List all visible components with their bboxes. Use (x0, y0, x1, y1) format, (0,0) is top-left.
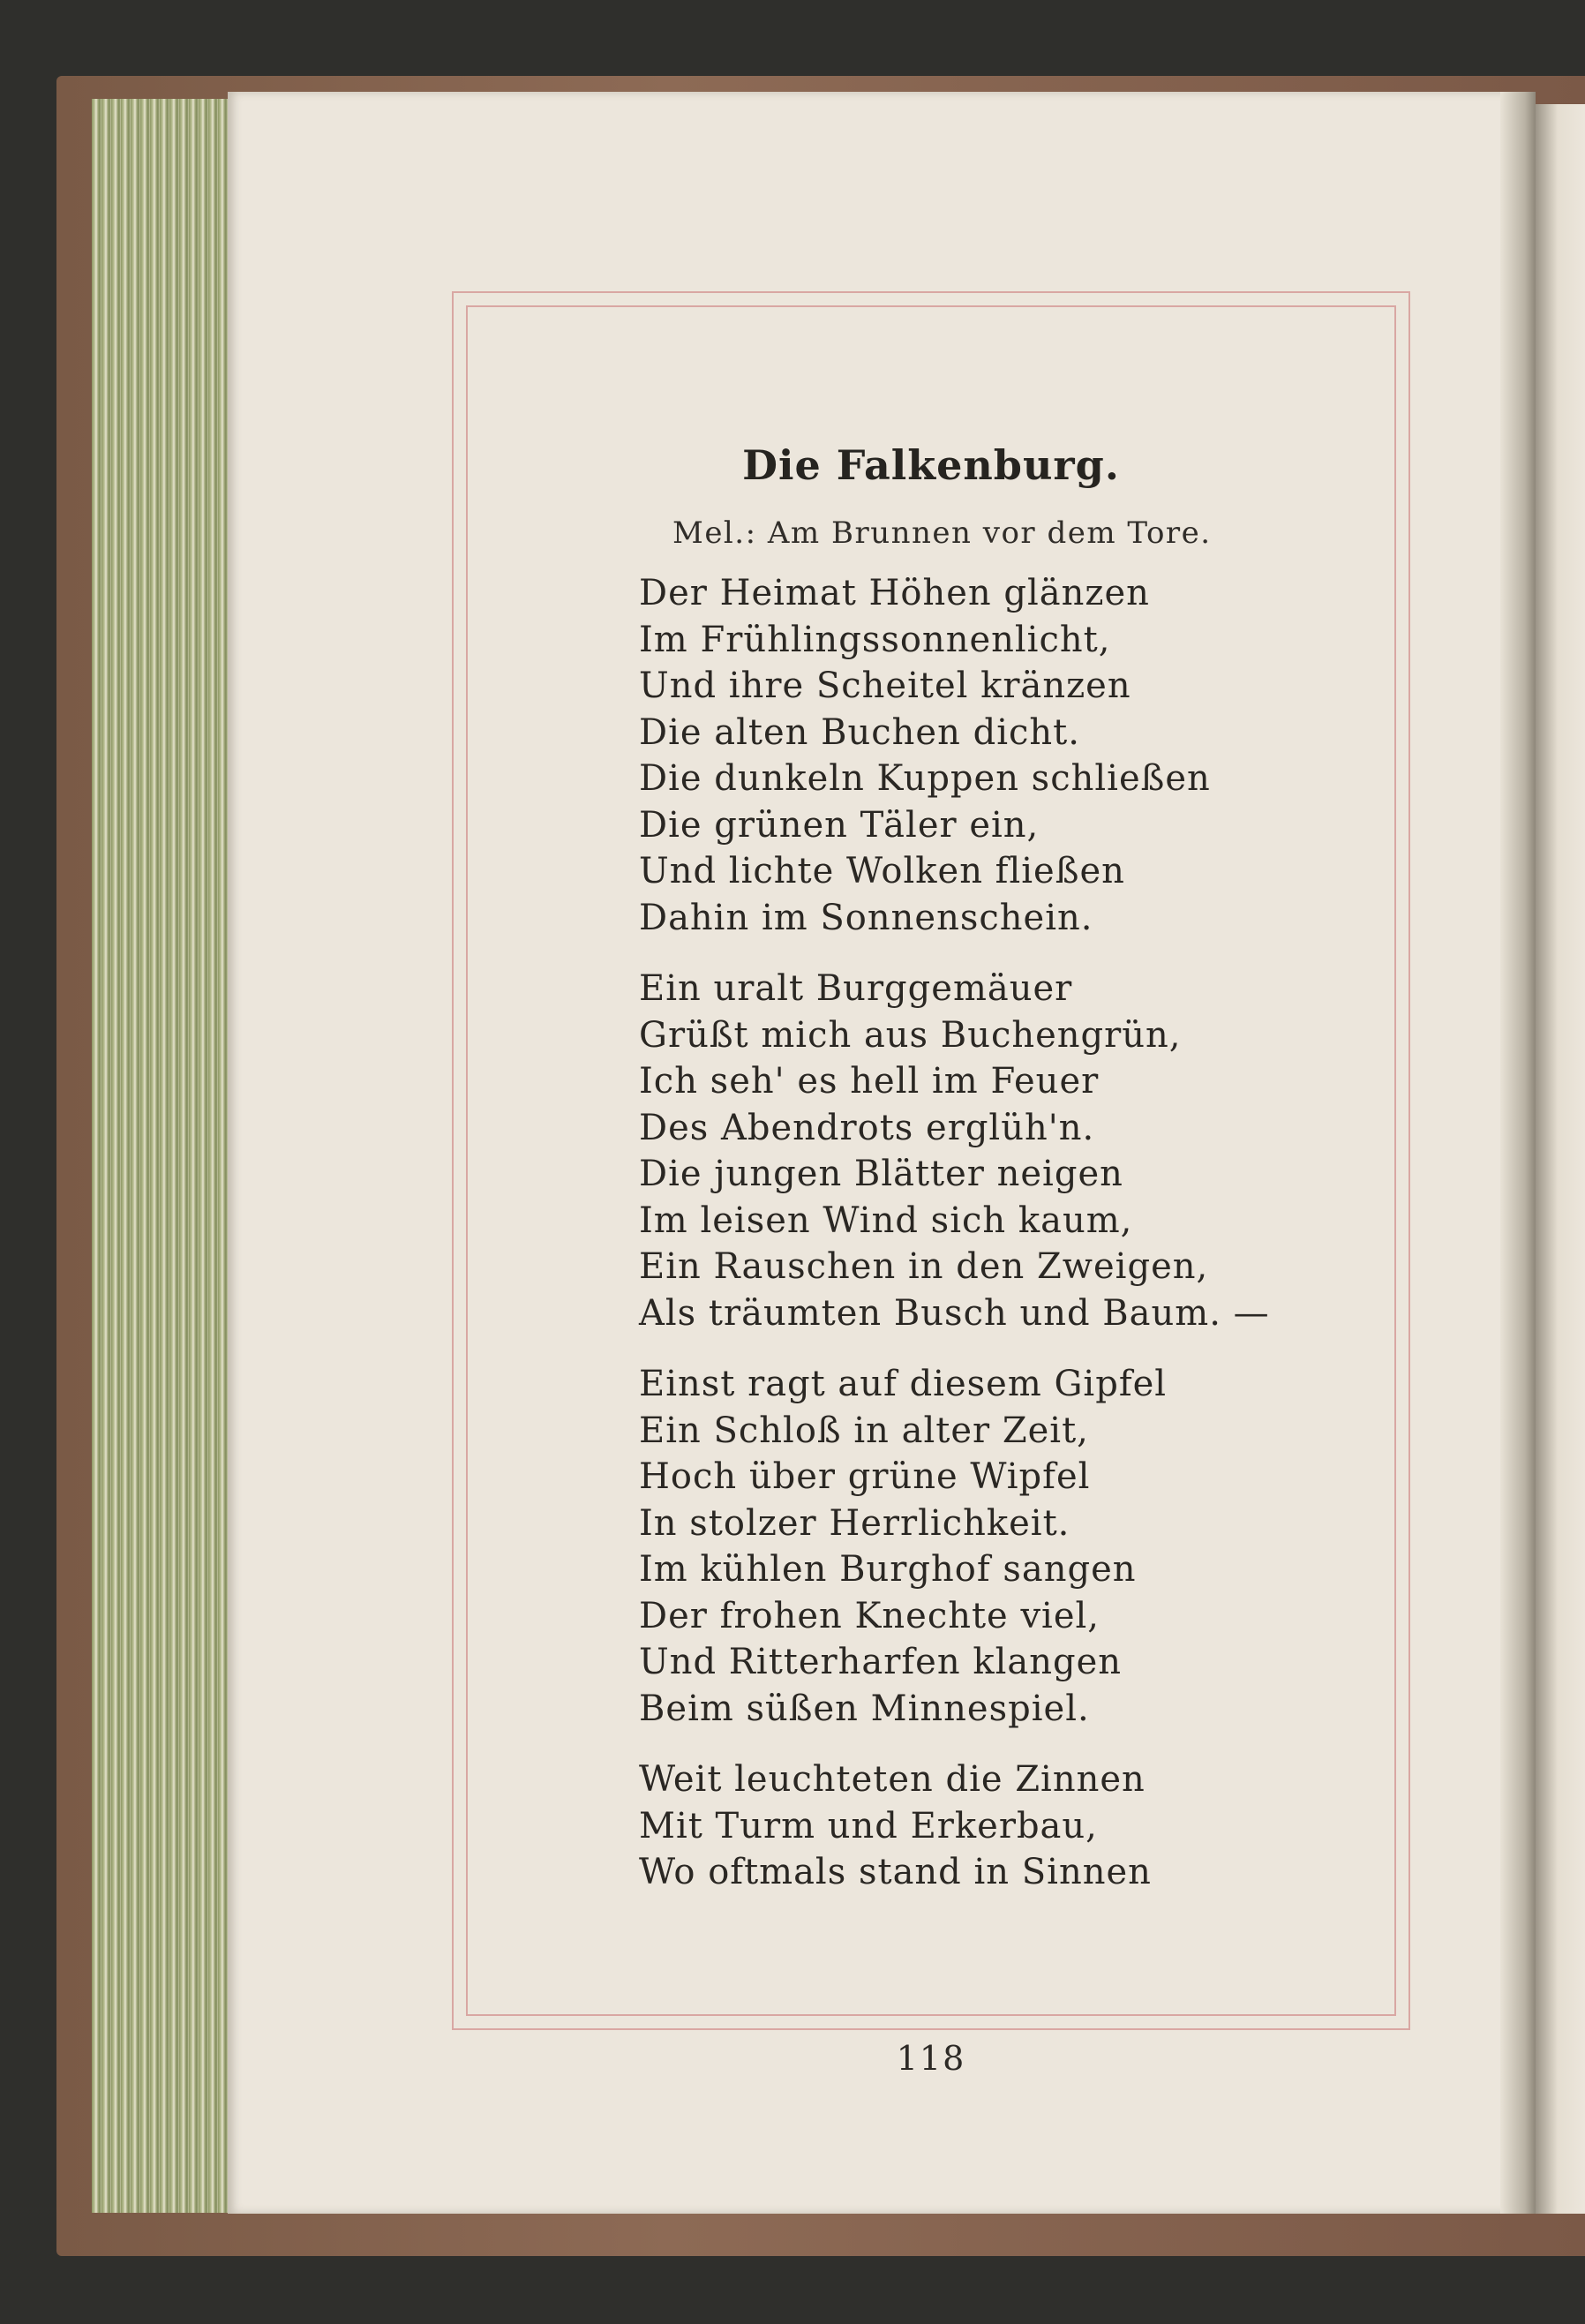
melody-note: Mel.: Am Brunnen vor dem Tore. (672, 515, 1212, 551)
stanza (639, 966, 1310, 1336)
book-gutter (1500, 92, 1536, 2214)
page-number: 118 (896, 2039, 966, 2078)
poem-line: Wo oftmals stand in Sinnen (639, 1852, 1152, 1892)
poem-body (639, 570, 1310, 1921)
poem-line: Die grünen Täler ein, (639, 804, 1040, 846)
poem-line: Und ihre Scheitel kränzen (639, 666, 1131, 706)
poem-line: Hoch über grüne Wipfel (639, 1456, 1091, 1497)
poem-line: Ein uralt Burggemäuer (639, 968, 1073, 1009)
page-edges (92, 99, 235, 2213)
poem-line: Die alten Buchen dicht. (639, 711, 1080, 753)
poem-line: Ich seh' es hell im Feuer (639, 1061, 1100, 1102)
stanza (639, 1361, 1310, 1732)
poem-line: Ein Schloß in alter Zeit, (639, 1410, 1089, 1451)
poem-line: Der frohen Knechte viel, (639, 1595, 1100, 1636)
poem-line: Die dunkeln Kuppen schließen (639, 758, 1211, 799)
poem-line: Weit leuchteten die Zinnen (639, 1759, 1146, 1800)
poem-line: Des Abendrots erglüh'n. (639, 1107, 1095, 1148)
poem-line: Der Heimat Höhen glänzen (639, 573, 1150, 613)
poem-line: Und lichte Wolken fließen (639, 851, 1125, 891)
poem-line: Im Frühlingssonnenlicht, (639, 619, 1111, 660)
poem-line: Im kühlen Burghof sangen (639, 1549, 1137, 1590)
poem-line: Einst ragt auf diesem Gipfel (639, 1364, 1168, 1404)
poem-title: Die Falkenburg. (742, 441, 1120, 489)
poem-line: Dahin im Sonnenschein. (639, 897, 1093, 938)
stanza (639, 1756, 1310, 1896)
poem-line: Die jungen Blätter neigen (639, 1154, 1123, 1194)
poem-line: Als träumten Busch und Baum. — (639, 1292, 1270, 1334)
poem-line: Grüßt mich aus Buchengrün, (639, 1014, 1182, 1056)
stanza (639, 570, 1310, 941)
poem-line: Im leisen Wind sich kaum, (639, 1200, 1133, 1241)
poem-line: Mit Turm und Erkerbau, (639, 1805, 1098, 1846)
poem-line: Beim süßen Minnespiel. (639, 1688, 1090, 1729)
poem-line: Ein Rauschen in den Zweigen, (639, 1246, 1209, 1287)
poem-line: In stolzer Herrlichkeit. (639, 1502, 1070, 1544)
poem-line: Und Ritterharfen klangen (639, 1642, 1123, 1682)
right-page-edge (1536, 104, 1585, 2214)
